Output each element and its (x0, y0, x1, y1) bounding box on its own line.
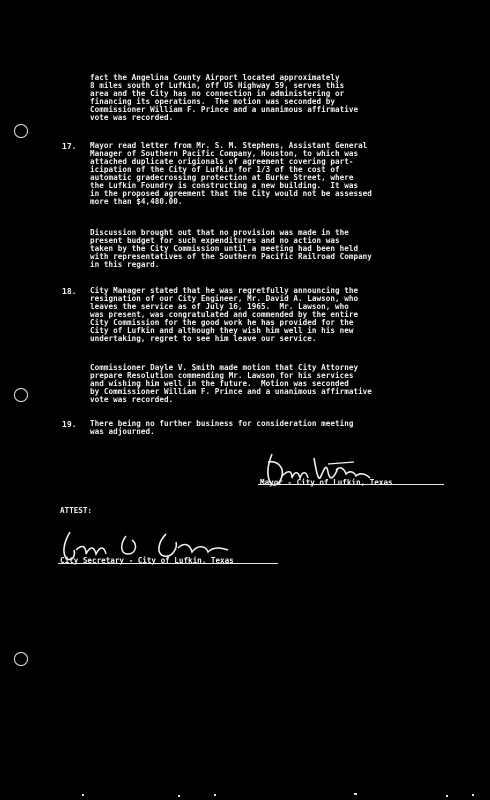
item-17-paragraph-2 (90, 229, 450, 269)
item-18-para-1-line: undertaking, regret to see him leave our service. (90, 334, 317, 343)
intro-line: fact the Angelina County Airport located approximately (90, 73, 340, 82)
item-18-para-2-line: and wishing him well in the future. Motion was seconded (90, 379, 349, 388)
item-17-paragraph-1 (90, 142, 450, 206)
attest-label: ATTEST: (60, 506, 93, 515)
item-19-line: There being no further business for consideration meeting (90, 419, 354, 428)
punch-hole-bottom (14, 652, 28, 666)
item-17-para-1-line: the Lufkin Foundry is constructing a new building. It was (90, 181, 359, 190)
item-17-para-1-line: more than $4,480.00. (90, 197, 183, 206)
item-18-para-2-line: Commissioner Dayle V. Smith made motion that City Attorney (90, 363, 359, 372)
item-18-para-1-line: City of Lufkin and although they wish him well in his new (90, 326, 354, 335)
punch-hole-top (14, 124, 28, 138)
item-number-19: 19. (62, 420, 77, 429)
intro-paragraph (90, 74, 450, 122)
item-19-paragraph (90, 420, 450, 436)
item-18-para-2-line: by Commissioner William F. Prince and a unanimous affirmative (90, 387, 372, 396)
item-18-para-1-line: was present, was congratulated and commended by the entire (90, 310, 359, 319)
item-17-para-1-line: icipation of the City of Lufkin for 1/3 of the cost of (90, 165, 340, 174)
item-18-para-1-line: City Commission for the good work he has provided for the (90, 318, 354, 327)
punch-hole-middle (14, 388, 28, 402)
mayor-caption: Mayor - City of Lufkin, Texas (260, 478, 393, 487)
item-17-para-1-line: automatic gradecrossing protection at Burke Street, where (90, 173, 354, 182)
item-18-para-1-line: resignation of our City Engineer, Mr. David A. Lawson, who (90, 294, 359, 303)
intro-line: 8 miles south of Lufkin, off US Highway 59, serves this (90, 81, 345, 90)
item-18-para-2-line: vote was recorded. (90, 395, 174, 404)
item-18-para-1-line: leaves the service as of July 16, 1965. Mr. Lawson, who (90, 302, 349, 311)
item-number-17: 17. (62, 142, 77, 151)
item-17-para-1-line: Mayor read letter from Mr. S. M. Stephens, Assistant General (90, 141, 368, 150)
intro-line: vote was recorded. (90, 113, 174, 122)
item-19-line: was adjourned. (90, 427, 155, 436)
item-17-para-2-line: with representatives of the Southern Pacific Railroad Company (90, 252, 372, 261)
item-18-para-2-line: prepare Resolution commending Mr. Lawson for his services (90, 371, 354, 380)
intro-line: area and the City has no connection in administering or (90, 89, 345, 98)
bottom-edge-marks (0, 785, 490, 800)
item-17-para-2-line: present budget for such expenditures and no action was (90, 236, 340, 245)
item-17-para-2-line: Discussion brought out that no provision was made in the (90, 228, 349, 237)
item-17-para-1-line: attached duplicate origionals of agreement covering part- (90, 157, 354, 166)
item-18-paragraph-1 (90, 287, 450, 343)
item-18-paragraph-2 (90, 364, 450, 404)
intro-line: financing its operations. The motion was seconded by (90, 97, 335, 106)
secretary-caption: City Secretary - City of Lufkin, Texas (60, 556, 234, 565)
item-17-para-2-line: taken by the City Commission until a meeting had been held (90, 244, 359, 253)
item-number-18: 18. (62, 287, 77, 296)
intro-line: Commissioner William F. Prince and a unanimous affirmative (90, 105, 359, 114)
item-17-para-2-line: in this regard. (90, 260, 160, 269)
item-18-para-1-line: City Manager stated that he was regretfully announcing the (90, 286, 359, 295)
item-17-para-1-line: Manager of Southern Pacific Company, Houston, to which was (90, 149, 359, 158)
item-17-para-1-line: in the proposed agreement that the City would not be assessed (90, 189, 372, 198)
